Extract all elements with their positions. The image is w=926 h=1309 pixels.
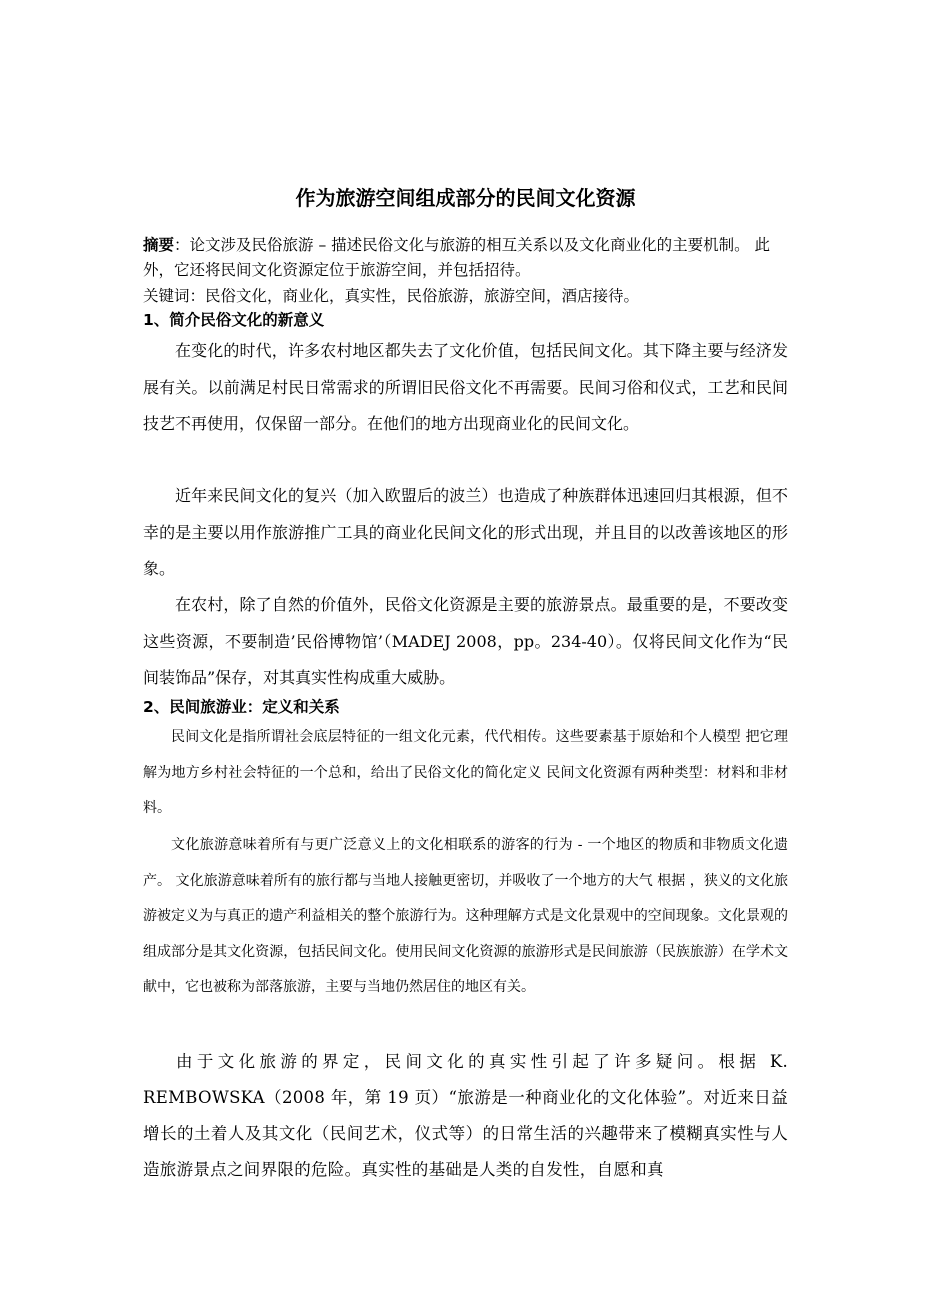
abstract-text: ：论文涉及民俗旅游 – 描述民俗文化与旅游的相互关系以及文化商业化的主要机制。 此外，它还将民间文化资源定位于旅游空间，并包括招待。 bbox=[143, 236, 771, 279]
section-2-paragraph-2: 文化旅游意味着所有与更广泛意义上的文化相联系的游客的行为 - 一个地区的物质和非物质文化遗产。 文化旅游意味着所有的旅行都与当地人接触更密切，并吸收了一个地方的大气 根据 ，狭义的文化旅游被定义为与真正的遗产利益相关的整个旅游行为。这种理解方式是文化景观中的空间现象。文化景观的组成部分是其文化资源，包括民间文化。使用民间文化资源的旅游形式是民间旅游（民族旅游）在学术文献中，它也被称为部落旅游，主要与当地仍然居住的地区有关。 bbox=[143, 837, 788, 995]
document-title: 作为旅游空间组成部分的民间文化资源 bbox=[295, 186, 636, 210]
section-1-heading: 1、简介民俗文化的新意义 bbox=[143, 311, 325, 329]
abstract-label: 摘要 bbox=[143, 236, 175, 254]
section-2-heading: 2、民间旅游业：定义和关系 bbox=[143, 698, 340, 716]
section-1-paragraph-1: 在变化的时代，许多农村地区都失去了文化价值，包括民间文化。其下降主要与经济发展有关。以前满足村民日常需求的所谓旧民俗文化不再需要。民间习俗和仪式，工艺和民间技艺不再使用，仅保留一部分。在他们的地方出现商业化的民间文化。 bbox=[143, 341, 788, 433]
section-1-paragraph-2: 近年来民间文化的复兴（加入欧盟后的波兰）也造成了种族群体迅速回归其根源，但不幸的是主要以用作旅游推广工具的商业化民间文化的形式出现，并且目的以改善该地区的形象。 bbox=[143, 486, 788, 578]
section-2-paragraph-3: 由于文化旅游的界定，民间文化的真实性引起了许多疑问。根据 K. REMBOWSKA（2008 年，第 19 页）“旅游是一种商业化的文化体验”。对近来日益增长的土着人及其文化（民间艺术，仪式等）的日常生活的兴趣带来了模糊真实性与人造旅游景点之间界限的危险。真实性的基础是人类的自发性，自愿和真 bbox=[143, 1052, 788, 1179]
keywords: 关键词：民俗文化，商业化，真实性，民俗旅游，旅游空间，酒店接待。 bbox=[143, 287, 640, 305]
section-1-paragraph-3: 在农村，除了自然的价值外，民俗文化资源是主要的旅游景点。最重要的是，不要改变这些资源，不要制造’民俗博物馆’（MADEJ 2008，pp。234-40）。仅将民间文化作为“民间装饰品”保存，对其真实性构成重大威胁。 bbox=[143, 595, 788, 687]
section-2-paragraph-1: 民间文化是指所谓社会底层特征的一组文化元素，代代相传。这些要素基于原始和个人模型 把它理解为地方乡村社会特征的一个总和，给出了民俗文化的简化定义 民间文化资源有两种类型：材料和非材料。 bbox=[143, 729, 788, 816]
abstract bbox=[143, 233, 788, 283]
